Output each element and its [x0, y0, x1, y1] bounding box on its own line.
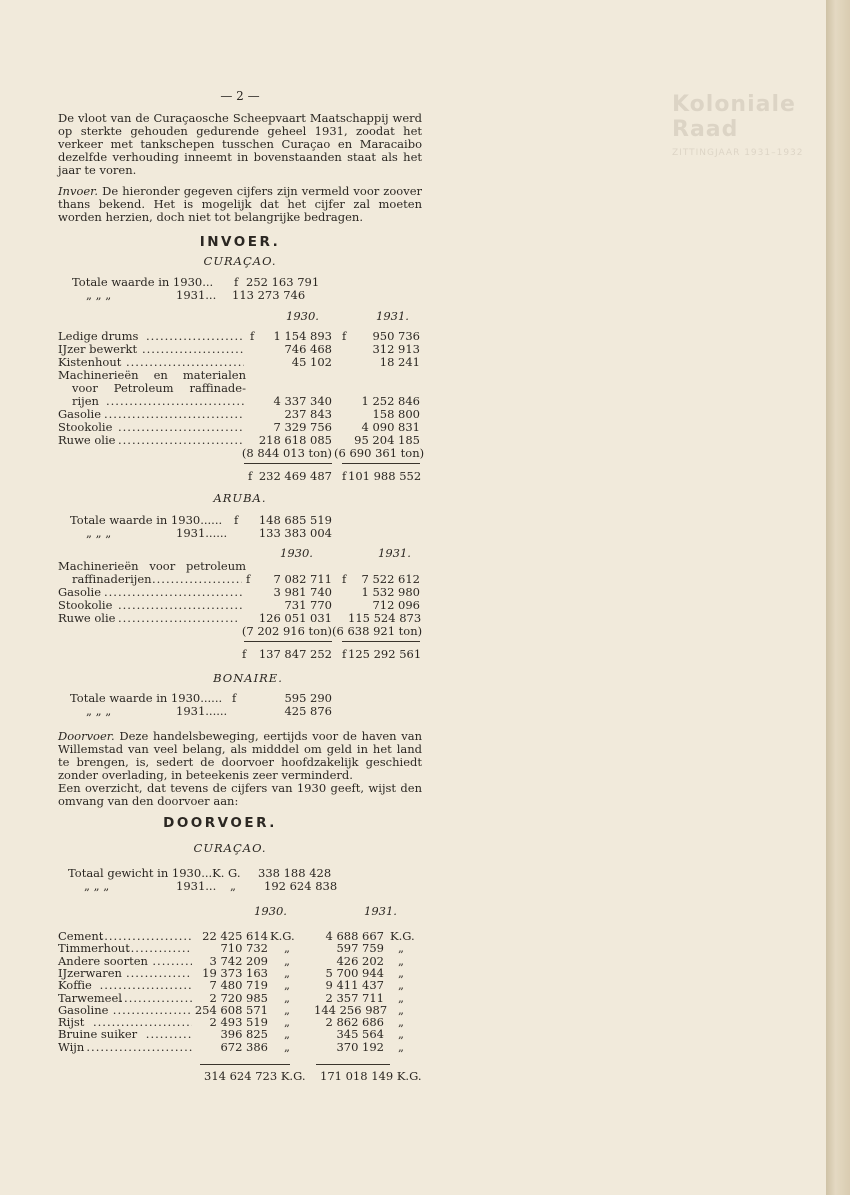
curacao-tons-1930: (8 844 013 ton)	[241, 446, 332, 460]
doorvoer-curacao-subheading: CURAÇAO.	[193, 841, 267, 855]
aruba-tons-1931: (6 638 921 ton)	[332, 624, 423, 638]
aruba-total-1930: 137 847 252	[258, 647, 332, 661]
curacao-total-1931: 101 988 552	[348, 469, 422, 483]
doorvoer-paragraph-2: Een overzicht, dat tevens de cijfers van 1930 geeft, wijst den omvang van den doorvoer aan:	[58, 781, 422, 808]
doorvoer-label: Doorvoer.	[58, 729, 115, 743]
doorvoer-total-1930: 314 624 723 K.G.	[204, 1069, 306, 1083]
curacao-year-1930: 1930.	[286, 309, 319, 323]
doorvoer-paragraph-1: Doorvoer. Deze handelsbeweging, eertijds voor de haven van Willemstad van veel belang, als midddel om geld in het land te brengen, is, sedert de doorvoer hoofdzakelijk geschiedt zonder overlading, in beteekenis zeer verminderd.	[58, 729, 423, 782]
invoer-heading: INVOER.	[199, 234, 281, 250]
doorvoer-total-1931: 171 018 149 K.G.	[320, 1069, 422, 1083]
curacao-subheading: CURAÇAO.	[203, 254, 277, 268]
aruba-tons-1930: (7 202 916 ton)	[241, 624, 332, 638]
intro-paragraph-1: De vloot van de Curaçaosche Scheepvaart Maatschappij werd op sterkte gehouden gedurende geheel 1931, zoodat het verkeer met tankschepen tusschen Curaçao en Maracaibo dezelfde verhouding inneemt in bovenstaanden staat als het jaar te voren.	[58, 111, 422, 177]
aruba-year-1931: 1931.	[378, 546, 411, 560]
aruba-year-1930: 1930.	[280, 546, 313, 560]
doorvoer-year-1931: 1931.	[364, 904, 397, 918]
invoer-label: Invoer.	[58, 184, 99, 198]
bleed-through-ghost-text: Koloniale Raad ZITTINGJAAR 1931–1932	[672, 92, 804, 158]
bonaire-subheading: BONAIRE.	[213, 671, 283, 685]
curacao-total-1930: 232 469 487	[258, 469, 332, 483]
aruba-subheading: ARUBA.	[213, 491, 267, 505]
text-column: — 2 — De vloot van de Curaçaosche Scheepvaart Maatschappij werd op sterkte gehouden gedurende geheel 1931, zoodat het verkeer met tankschepen tusschen Curaçao en Maracaibo dezelfde verhouding inneemt in bovenstaanden staat als het jaar te voren. Invoer. De hieronder gegeven cijfers zijn vermeld voor zoover thans bekend. Het is mogelijk dat het cijfer zal moeten worden herzien, doch niet tot belangrijke bedragen. INVOER. CURAÇAO. Totale waarde in 1930... f 252 163 791 „ „ „ 1931... 113 273 746 1930. 1931. Ledige drums ..... f 1 154 893 f 950 736 IJzer bewerkt ..... 746 468 312 913 Kistenhout ..... 45 102 18 241 Machinerieën en materialen voor Petroleum raffinade- rijen ..... 4 337 340 1 252 846 Gasolie ..... 237 843 158 800 Stookolie ..... 7 329 756 4 090 831 Ruwe olie ..... 218 618 085 95 204 185 (8 844 013 ton) (6 690 361 ton) f 232 469 487 f 101 988 552 ARUBA. Totale waarde in 1930...... f 148 685 519 „ „ „ 1931...... 133 383 004 1930. 1931. Machinerieën voor petroleum raffinaderijen ..... f 7 082 711 f 7 522 612 Gasolie ..... 3 981 740 1 532 980 Stookolie ..... 731 770 712 096 Ruwe olie ..... 126 051 031 115 524 873 (7 202 916 ton) (6 638 921 ton) f 137 847 252 f 125 292 561 BONAIRE. Totale waarde in 1930...... f 595 290 „ „ „ 1931...... 425 876 Doorvoer. Deze handelsbeweging, eertijds voor de haven van Willemstad van veel belang, als midddel om geld in het land te brengen, is, sedert de doorvoer hoofdzakelijk geschiedt zonder overlading, in beteekenis zeer verminderd. Een overzicht, dat tevens de cijfers van 1930 geeft, wijst den omvang van den doorvoer aan: DOORVOER. CURAÇAO. Totaal gewicht in 1930...K. G. 338 188 428 „ „ „ 1931... „ 192 624 838 1930. 1931. Cement ..... 22 425 614 K.G. 4 688 667 K.G. Timmerhout ..... 710 732 „ 597 759 „ Andere soorten ..... 3 742 209 „ 426 202 „ IJzerwaren ..... 19 373 163 „ 5 700 944 „ Koffie ..... 7 480 719 „ 9 411 437 „ Tarwemeel ..... 2 720 985 „ 2 357 711 „ Gasoline ..... 254 608 571 „ 144 256 987 „ Rijst ..... 2 493 519 „ 2 862 686 „ Bruine suiker ..... 396 825 „ 345 564 „ Wijn ..... 672 386 „ 370 192 „ 314 624 723 K.G. 171 018 149 K.G.	[58, 90, 422, 1090]
curacao-year-1931: 1931.	[376, 309, 409, 323]
intro-paragraph-2: Invoer. De hieronder gegeven cijfers zijn vermeld voor zoover thans bekend. Het is mogelijk dat het cijfer zal moeten worden herzien, doch niet tot belangrijke bedragen.	[58, 184, 423, 224]
aruba-total-1931: 125 292 561	[348, 647, 422, 661]
page-number: — 2 —	[220, 89, 260, 103]
page-edge	[826, 0, 850, 1195]
doorvoer-heading: DOORVOER.	[163, 815, 277, 831]
doorvoer-year-1930: 1930.	[254, 904, 287, 918]
curacao-tons-1931: (6 690 361 ton)	[334, 446, 425, 460]
